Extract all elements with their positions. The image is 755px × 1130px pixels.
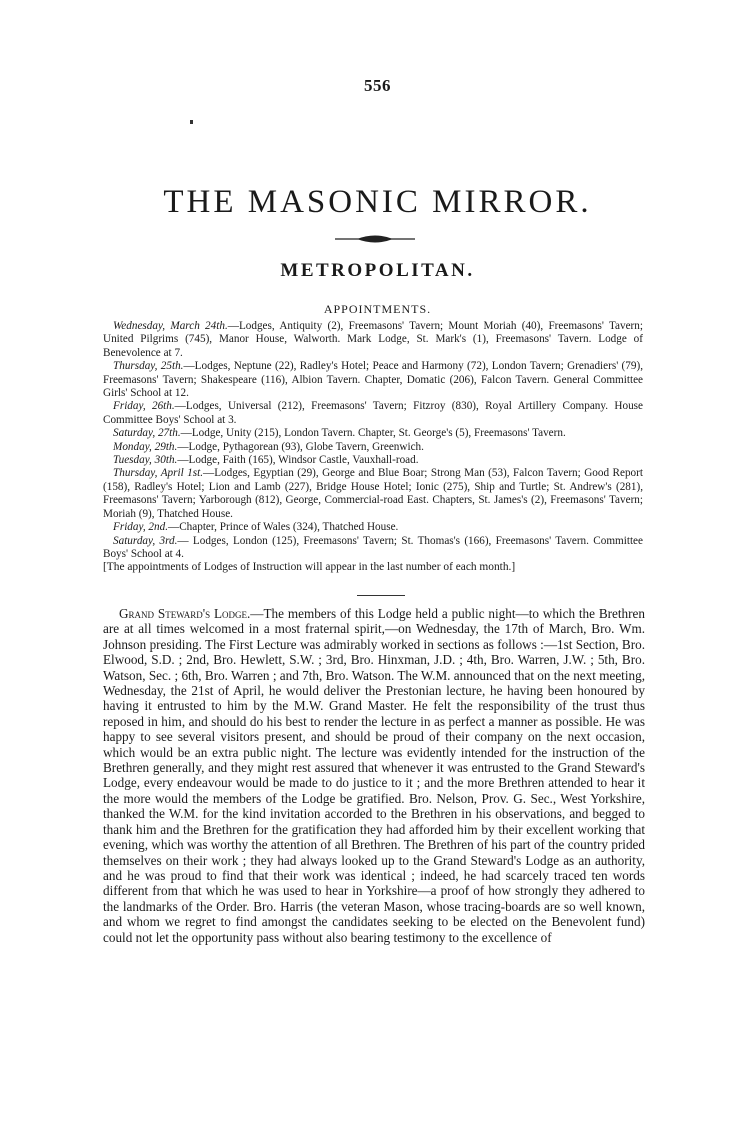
article-body: —The members of this Lodge held a public night—to which the Brethren are at all times welcomed in a most fraternal spirit,—on Wednesday, the 17th of March, Bro. Wm. Johnson presiding. The First Lecture was admirably worked in sections as follows :—1st Section, Bro. Elwood, S.D. ; 2nd, Bro. Hewlett, S.W. ; 3rd, Bro. Hinxman, J.D. ; 4th, Bro. Warren, J.W. ; 5th, Bro. Watson, Sec. ; 6th, Bro. Warren ; and 7th, Bro. Watson. The W.M. announced that on the next meeting, Wednesday, the 21st of April, he would deliver the Prestonian lecture, he having been honoured by having it entrusted to him by the M.W. Grand Master. He felt the responsibility of the trust thus reposed in him, and should do his best to render the lecture in as perfect a manner as possible. He was happy to see several visitors present, and should be proud of their company on the next occasion, which would be an extra public night. The lecture was evidently intended for the instruction of the Brethren generally, and they might rest assured that whenever it was entrusted to the Grand Steward's Lodge, every endeavour would be made to do justice to it ; and the more Brethren attended to hear it the more would the members of the Lodge be gratified. Bro. Nelson, Prov. G. Sec., West Yorkshire, thanked the W.M. for the kind invitation accorded to the Brethren in his observations, and begged to thank him and the Brethren for the gratification they had afforded him by their excellent working that evening, which was worthy the attention of all Brethren. The Brethren of his part of the country prided themselves on their work ; they had always looked up to the Grand Steward's Lodge as an authority, and he was proud to find that their work was identical ; indeed, he had scarcely traced ten words different from that which he was used to hear in Yorkshire—a proof of how strongly they adhered to the landmarks of the Order. Bro. Harris (the veteran Mason, whose tracing-boards are so well known, and whom we regret to find amongst the candidates seeking to be elected on the Benevolent fund) could not let the opportunity pass without also bearing testimony to the excellence of: [103, 606, 645, 945]
appointment-day: Friday, 26th.: [113, 400, 175, 413]
article: [103, 606, 645, 945]
appointment-text: —Lodge, Faith (165), Windsor Castle, Vauxhall-road.: [177, 454, 419, 467]
appointment-day: Thursday, April 1st.: [113, 467, 204, 480]
appointments-list: [103, 320, 643, 575]
appointments-note: [The appointments of Lodges of Instruction will appear in the last number of each month.]: [103, 561, 516, 574]
appointment-entry: [103, 521, 643, 534]
appointment-day: Monday, 29th.: [113, 440, 178, 453]
appointment-entry: [103, 441, 643, 454]
appointment-day: Saturday, 3rd.: [113, 534, 178, 547]
appointment-text: — Lodges, London (125), Freemasons' Tavern; St. Thomas's (166), Freemasons' Tavern. Committee Boys' School at 4.: [103, 534, 643, 560]
magazine-title: THE MASONIC MIRROR.: [163, 184, 592, 220]
appointment-text: —Lodges, Neptune (22), Radley's Hotel; Peace and Harmony (72), London Tavern; Grenadiers' (79), Freemasons' Tavern; Shakespeare (116), Albion Tavern. Chapter, Domatic (206), Falcon Tavern. General Committee Girls' School at 12.: [103, 360, 643, 400]
article-paragraph: [103, 606, 645, 945]
appointment-text: —Lodges, Egyptian (29), George and Blue Boar; Strong Man (53), Falcon Tavern; Good Report (158), Radley's Hotel; Lion and Lamb (227), Bridge House Hotel; Ionic (275), Ship and Turtle; St. Andrew's (281), Freemasons' Tavern; Yarborough (812), George, Commercial-road East. Chapters, St. James's (2), Freemasons' Tavern; Moriah (9), Thatched House.: [103, 467, 643, 520]
appointment-entry: [103, 427, 643, 440]
appointment-entry: [103, 467, 643, 521]
appointment-entry: [103, 535, 643, 562]
appointment-day: Wednesday, March 24th.: [113, 320, 228, 332]
appointment-day: Tuesday, 30th.: [113, 454, 178, 467]
title-ornament: [335, 232, 415, 246]
appointment-day: Thursday, 25th.: [113, 360, 184, 373]
page-number: 556: [364, 76, 391, 95]
appointment-text: —Lodges, Universal (212), Freemasons' Tavern; Fitzroy (830), Royal Artillery Company. House Committee Boys' School at 3.: [103, 400, 643, 426]
section-heading: METROPOLITAN.: [280, 260, 475, 281]
appointment-entry: [103, 400, 643, 427]
article-lead: Grand Steward's Lodge.: [119, 606, 251, 621]
appointment-text: —Chapter, Prince of Wales (324), Thatched House.: [168, 521, 399, 534]
appointment-day: Saturday, 27th.: [113, 427, 181, 440]
appointment-entry: [103, 454, 643, 467]
appointment-text: —Lodge, Unity (215), London Tavern. Chapter, St. George's (5), Freemasons' Tavern.: [180, 427, 566, 440]
appointments-heading: APPOINTMENTS.: [323, 302, 432, 316]
appointment-text: —Lodge, Pythagorean (93), Globe Tavern, Greenwich.: [177, 440, 424, 453]
appointment-entry: [103, 360, 643, 400]
appointment-day: Friday, 2nd.: [113, 521, 169, 534]
section-divider: [357, 595, 405, 596]
appointment-entry: [103, 320, 643, 360]
appointment-text: —Lodges, Antiquity (2), Freemasons' Tavern; Mount Moriah (40), Freemasons' Tavern; United Pilgrims (745), Manor House, Walworth. Mark Lodge, St. Mark's (1), Freemasons' Tavern. Lodge of Benevolence at 7.: [103, 320, 643, 359]
ink-speck: [190, 120, 193, 124]
